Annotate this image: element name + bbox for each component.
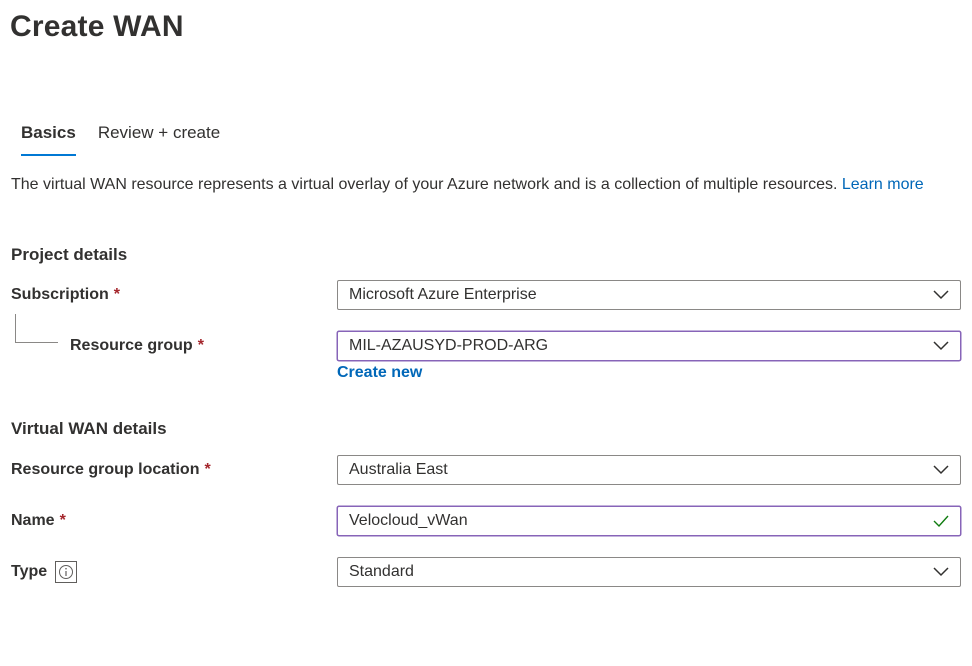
type-label	[11, 557, 77, 587]
chevron-down-icon	[922, 455, 960, 485]
subscription-label-text: Subscription	[11, 286, 109, 303]
chevron-down-icon	[922, 331, 960, 361]
chevron-down-icon	[922, 280, 960, 310]
type-dropdown[interactable]	[337, 557, 961, 587]
name-label	[11, 506, 66, 536]
resource-group-label	[70, 331, 204, 361]
subscription-value: Microsoft Azure Enterprise	[349, 286, 537, 303]
description-text: The virtual WAN resource represents a virtual overlay of your Azure network and is a collection of multiple resources.	[11, 176, 842, 193]
tab-bar	[10, 120, 231, 156]
subscription-dropdown[interactable]	[337, 280, 961, 310]
type-label-text: Type	[11, 563, 48, 580]
learn-more-link[interactable]: Learn more	[841, 176, 924, 193]
name-input[interactable]	[337, 506, 961, 536]
checkmark-icon	[922, 506, 960, 536]
location-dropdown[interactable]	[337, 455, 961, 485]
required-marker: *	[113, 286, 121, 303]
required-marker: *	[204, 461, 211, 478]
description	[11, 174, 951, 196]
resource-group-label-text: Resource group	[70, 337, 193, 354]
required-marker: *	[59, 512, 66, 529]
create-new-link[interactable]: Create new	[337, 364, 423, 381]
required-marker: *	[197, 337, 204, 354]
type-value: Standard	[349, 563, 414, 580]
tab-basics[interactable]: Basics	[10, 120, 87, 156]
page-title: Create WAN	[10, 10, 184, 43]
virtual-wan-details-heading: Virtual WAN details	[11, 419, 167, 438]
subscription-label	[11, 280, 120, 310]
resource-group-dropdown[interactable]	[337, 331, 961, 361]
project-details-heading: Project details	[11, 245, 128, 264]
info-icon[interactable]	[55, 561, 77, 583]
name-label-text: Name	[11, 512, 55, 529]
name-value: Velocloud_vWan	[349, 512, 468, 529]
location-label	[11, 455, 211, 485]
tab-review-create[interactable]: Review + create	[97, 123, 221, 142]
tree-connector	[15, 314, 58, 343]
location-label-text: Resource group location	[11, 461, 200, 478]
resource-group-value: MIL-AZAUSYD-PROD-ARG	[349, 337, 549, 354]
chevron-down-icon	[922, 557, 960, 587]
location-value: Australia East	[349, 461, 448, 478]
